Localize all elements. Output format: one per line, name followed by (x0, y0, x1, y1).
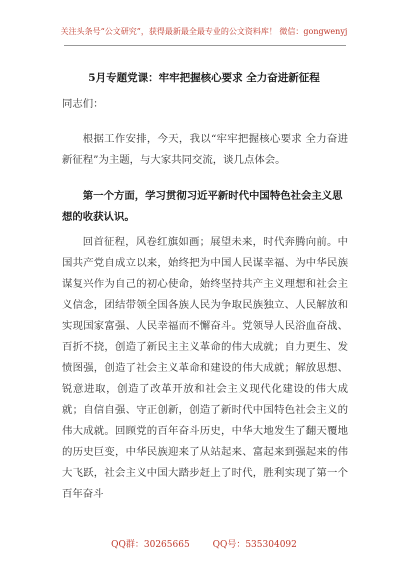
footer-qq-group: QQ群：30265665 (111, 540, 190, 550)
body-paragraph-1: 回首征程，风卷红旗如画；展望未来，时代奔腾向前。中国共产党自成立以来，始终把为中国人民谋幸福、为中华民族谋复兴作为自己的初心使命，始终坚持共产主义理想和社会主义信念，团结带领全国各族人民为争取民族独立、人民解放和实现国家富强、人民幸福而不懈奋斗。党领导人民浴血奋战、百折不挠，创造了新民主主义革命的伟大成就；自力更生、发愤图强，创造了社会主义革命和建设的伟大成就；解放思想、锐意进取，创造了改革开放和社会主义现代化建设的伟大成就；自信自强、守正创新，创造了新时代中国特色社会主义的伟大成就。回顾党的百年奋斗历史，中华大地发生了翻天覆地的历史巨变，中华民族迎来了从站起来、富起来到强起来的伟大飞跃，社会主义中国大踏步赶上了时代，胜利实现了第一个百年奋斗 (62, 236, 348, 500)
footer-contact (0, 537, 408, 550)
intro-paragraph: 根据工作安排，今天，我以“牢牢把握核心要求 全力奋进新征程”为主题，与大家共同交流，谈几点体会。 (62, 133, 348, 166)
salutation: 同志们： (62, 98, 104, 110)
section-heading-1: 第一个方面，学习贯彻习近平新时代中国特色社会主义思想的收获认识。 (62, 190, 343, 223)
header-promo-note: 关注头条号“公文研究”，获得最新最全最专业的公文资料库！ 微信：gongwenyj (60, 27, 348, 36)
footer-qq-number: QQ号：535304092 (212, 540, 297, 550)
header-divider (64, 45, 346, 46)
document-title: 5月专题党课：牢牢把握核心要求 全力奋进新征程 (88, 72, 320, 84)
